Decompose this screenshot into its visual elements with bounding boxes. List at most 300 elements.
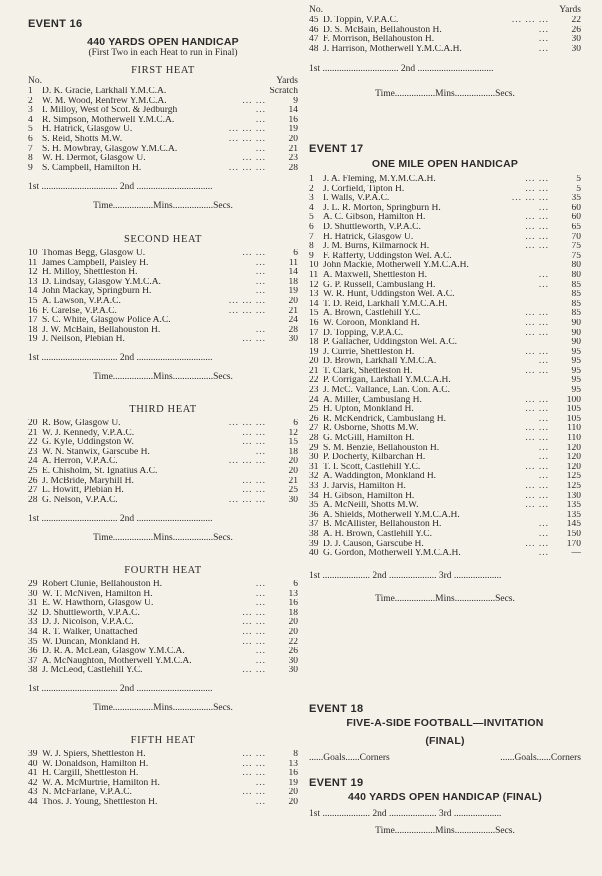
entrant-row [309, 511, 581, 521]
entrant-number: 32 [28, 608, 38, 618]
leader-dots: ... ... ... [511, 194, 549, 204]
leader-dots: ... [255, 447, 266, 457]
team-a-goals: ......Goals......Corners [309, 753, 390, 763]
entrant-row [28, 307, 298, 317]
entrant-number: 3 [309, 194, 314, 204]
entrant-yards: 19 [288, 778, 298, 788]
result-line: 1st ................................ 2nd ................................ [28, 182, 213, 193]
entrant-number: 38 [309, 529, 319, 539]
entrant-name: J. W. McBain, Bellahouston H. [42, 325, 161, 335]
entrant-number: 13 [28, 277, 38, 287]
leader-dots: ... ... [242, 788, 266, 798]
leader-dots: ... ... ... [228, 495, 266, 505]
entrant-name: H. Hatrick, Glasgow U. [323, 232, 414, 242]
entrant-name: Robert Clunie, Bellahouston H. [42, 580, 163, 589]
entrant-row [28, 750, 298, 760]
entrant-name: R. T. Walker, Unattached [42, 627, 138, 637]
heat-title: THIRD HEAT [129, 404, 197, 415]
entrant-row [309, 463, 581, 473]
entrant-row [309, 213, 581, 223]
entrant-row [309, 45, 581, 55]
entrant-number: 48 [309, 44, 319, 54]
entrant-row [28, 287, 298, 297]
entrant-number: 40 [28, 759, 38, 769]
leader-dots: ... ... ... [228, 134, 266, 144]
leader-dots: ... ... [242, 249, 266, 258]
leader-dots: ... ... [525, 501, 549, 511]
entrant-number: 6 [28, 134, 33, 144]
entrant-name: S. Reid, Shotts M.W. [42, 134, 123, 144]
leader-dots: ... ... ... [228, 296, 266, 306]
leader-dots: ... ... [525, 395, 549, 405]
leader-dots: ... ... [242, 769, 266, 779]
entrant-number: 1 [28, 87, 33, 96]
entrant-name: W. T. McNiven, Hamilton H. [42, 589, 153, 599]
entrant-row [309, 357, 581, 367]
entrant-number: 25 [309, 405, 319, 415]
entrant-name: J. Jarvis, Hamilton H. [323, 482, 406, 491]
entrant-number: 41 [28, 769, 38, 779]
entrant-row [309, 472, 581, 482]
entrant-name: J. Corfield, Tipton H. [323, 184, 405, 194]
entrant-number: 14 [309, 299, 319, 309]
leader-dots: ... ... [242, 154, 266, 164]
entrant-number: 31 [309, 462, 319, 472]
entrant-list [28, 249, 298, 345]
leader-dots: ... [538, 443, 549, 453]
team-b-goals: ......Goals......Corners [500, 753, 581, 763]
entrant-row [309, 290, 581, 300]
entrant-yards: 30 [571, 44, 581, 54]
entrant-number: 36 [309, 510, 319, 520]
entrant-number: 17 [28, 316, 38, 326]
entrant-yards: 28 [288, 163, 298, 173]
entrant-name: A. Herron, V.P.A.C. [42, 457, 118, 467]
entrant-name: G. McGill, Hamilton H. [323, 434, 415, 444]
entrant-name: H. Milloy, Shettleston H. [42, 268, 138, 278]
entrant-yards: 28 [288, 325, 298, 335]
entrant-name: S. H. Mowbray, Glasgow Y.M.C.A. [42, 144, 178, 154]
leader-dots: ... [255, 778, 266, 788]
entrant-row [28, 419, 298, 429]
entrant-yards: 16 [288, 115, 298, 125]
entrant-row [28, 590, 298, 600]
leader-dots: ... ... ... [228, 419, 266, 428]
entrant-number: 21 [309, 366, 319, 376]
entrant-name: H. Upton, Monkland H. [323, 405, 414, 415]
entrant-row [28, 438, 298, 448]
entrant-number: 23 [309, 386, 319, 396]
entrant-yards: 80 [571, 261, 581, 271]
leader-dots: ... ... [525, 539, 549, 549]
entrant-row [28, 638, 298, 648]
entrant-number: 28 [28, 495, 38, 505]
entrant-number: 26 [309, 414, 319, 424]
entrant-row [309, 482, 581, 492]
entrant-row [309, 16, 581, 26]
leader-dots: ... ... [525, 328, 549, 338]
entrant-number: 32 [309, 472, 319, 482]
entrant-name: D. J. Causon, Garscube H. [323, 539, 424, 549]
entrant-yards: 22 [571, 16, 581, 25]
entrant-name: A. Waddington, Monkland H. [323, 472, 437, 482]
entrant-yards: 21 [288, 306, 298, 316]
entrant-number: 9 [309, 251, 314, 261]
time-line: Time.................Mins.................Secs. [93, 201, 233, 212]
entrant-name: H. Cargill, Shettleston H. [42, 769, 139, 779]
entrant-name: L. Howitt, Plebian H. [42, 486, 124, 496]
event-16-heading: 440 YARDS OPEN HANDICAP [87, 36, 239, 48]
entrant-name: D. Shuttleworth, V.P.A.C. [42, 608, 140, 618]
result-line: 1st ................................ 2nd ................................ [309, 64, 494, 75]
entrant-yards: 18 [288, 608, 298, 618]
entrant-row [28, 798, 298, 808]
entrant-row [309, 204, 581, 214]
col-no-label: No. [309, 5, 323, 15]
entrant-name: W. J. Kennedy, V.P.A.C. [42, 428, 135, 438]
entrant-yards: 14 [288, 268, 298, 278]
entrant-yards: 13 [288, 589, 298, 599]
entrant-name: J. Harrison, Motherwell Y.M.C.A.H. [323, 44, 462, 54]
entrant-row [309, 185, 581, 195]
entrant-row [309, 338, 581, 348]
entrant-yards: 120 [566, 453, 581, 463]
event-18-heading: FIVE-A-SIDE FOOTBALL—INVITATION [346, 717, 544, 729]
entrant-row [28, 316, 298, 326]
entrant-yards: 60 [571, 203, 581, 213]
leader-dots: ... ... [242, 96, 266, 106]
entrant-number: 46 [309, 25, 319, 35]
leader-dots: ... ... [525, 213, 549, 223]
result-line: 1st ................................ 2nd ................................ [28, 683, 213, 694]
entrant-yards: 19 [288, 287, 298, 297]
entrant-name: A. H. Brown, Castlehill Y.C. [323, 529, 432, 539]
entrant-yards: 135 [566, 501, 581, 511]
entrant-yards: 5 [576, 175, 581, 184]
result-line: 1st ................................ 2nd ................................ [28, 352, 213, 363]
leader-dots: ... ... [242, 627, 266, 637]
entrant-row [28, 116, 298, 126]
entrant-number: 5 [28, 125, 33, 135]
entrant-yards: 20 [288, 296, 298, 306]
entrant-row [28, 618, 298, 628]
leader-dots: ... ... [525, 242, 549, 252]
entrant-row [28, 106, 298, 116]
leader-dots: ... [538, 357, 549, 367]
entrant-row [28, 486, 298, 496]
entrant-yards: 22 [288, 637, 298, 647]
entrant-name: T. I. Scott, Castlehill Y.C. [323, 462, 421, 472]
entrant-yards: 85 [571, 299, 581, 309]
entrant-number: 6 [309, 222, 314, 232]
leader-dots: ... [538, 529, 549, 539]
entrant-yards: 23 [288, 154, 298, 164]
entrant-row [28, 628, 298, 638]
entrant-yards: 20 [288, 457, 298, 467]
leader-dots: ... ... [242, 637, 266, 647]
entrant-yards: 5 [576, 184, 581, 194]
entrant-row [309, 386, 581, 396]
leader-dots: ... ... [242, 335, 266, 345]
entrant-number: 2 [28, 96, 33, 106]
event-17-heading: ONE MILE OPEN HANDICAP [371, 158, 519, 170]
entrant-name: A. Maxwell, Shettleston H. [323, 270, 427, 280]
entrant-list [28, 750, 298, 808]
entrant-number: 13 [309, 290, 319, 300]
entrant-name: A. McNaughton, Motherwell Y.M.C.A. [42, 656, 192, 666]
event-16-header [28, 18, 298, 30]
leader-dots: ... [538, 520, 549, 530]
entrant-number: 16 [28, 306, 38, 316]
entrant-name: B. McAllister, Bellahouston H. [323, 520, 442, 530]
entrant-name: S. M. Benzie, Bellahouston H. [323, 443, 440, 453]
leader-dots: ... ... [525, 434, 549, 444]
entrant-number: 39 [28, 750, 38, 759]
entrant-row [28, 609, 298, 619]
entrant-row [309, 281, 581, 291]
leader-dots: ... ... [242, 666, 266, 676]
entrant-name: J. A. Fleming, M.Y.M.C.A.H. [323, 175, 436, 184]
entrant-number: 33 [309, 482, 319, 491]
entrant-number: 31 [28, 599, 38, 609]
entrant-row [28, 326, 298, 336]
entrant-row [28, 657, 298, 667]
first-heat [28, 65, 298, 212]
entrant-row [309, 233, 581, 243]
entrant-number: 18 [309, 338, 319, 348]
leader-dots: ... [538, 549, 549, 559]
leader-dots: ... ... [525, 405, 549, 415]
entrant-name: E. Chisholm, St. Ignatius A.C. [42, 466, 158, 476]
entrant-number: 30 [309, 453, 319, 463]
leader-dots: ... [538, 44, 549, 54]
entrant-yards: 60 [571, 213, 581, 223]
entrant-number: 19 [28, 335, 38, 345]
event-18-title: EVENT 18 [309, 703, 364, 715]
entrant-yards: 15 [288, 438, 298, 448]
entrant-name: P. Corrigan, Larkhall Y.M.C.A.H. [323, 376, 451, 386]
col-yards-label: Yards [559, 5, 581, 15]
entrant-yards: 70 [571, 232, 581, 242]
leader-dots: ... ... [525, 482, 549, 491]
entrant-row [28, 135, 298, 145]
entrant-number: 7 [28, 144, 33, 154]
leader-dots: ... [255, 258, 266, 268]
entrant-yards: 85 [571, 290, 581, 300]
entrant-name: W. R. Hunt, Uddingston Wel. A.C. [323, 290, 455, 300]
entrant-number: 1 [309, 175, 314, 184]
leader-dots: ... ... [242, 618, 266, 628]
leader-dots: ... [255, 325, 266, 335]
entrant-name: W. A. McMurtrie, Hamilton H. [42, 778, 160, 788]
entrant-name: I. Walls, V.P.A.C. [323, 194, 390, 204]
entrant-number: 27 [28, 486, 38, 496]
leader-dots: ... [538, 280, 549, 290]
entrant-name: J. McLeod, Castlehill Y.C. [42, 666, 143, 676]
entrant-name: D. R. A. McLean, Glasgow Y.M.C.A. [42, 647, 185, 657]
leader-dots: ... [255, 268, 266, 278]
entrant-yards: 105 [566, 414, 581, 424]
entrant-number: 37 [28, 656, 38, 666]
entrant-number: 38 [28, 666, 38, 676]
entrant-name: W. M. Wood, Renfrew Y.M.C.A. [42, 96, 167, 106]
entrant-name: W. J. Spiers, Shettleston H. [42, 750, 146, 759]
entrant-row [28, 477, 298, 487]
entrant-number: 3 [28, 106, 33, 116]
entrant-number: 8 [28, 154, 33, 164]
entrant-number: 16 [309, 318, 319, 328]
entrant-name: D. Shuttleworth, V.P.A.C. [323, 222, 421, 232]
time-line: Time.................Mins.................Secs. [93, 371, 233, 382]
entrant-name: A. Brown, Castlehill Y.C. [323, 309, 421, 319]
entrant-name: H. Gibson, Hamilton H. [323, 491, 415, 501]
leader-dots: ... ... [242, 438, 266, 448]
entrant-yards: 105 [566, 405, 581, 415]
entrant-number: 9 [28, 163, 33, 173]
fourth-heat [28, 565, 298, 714]
leader-dots: ... [255, 656, 266, 666]
entrant-yards: 30 [288, 335, 298, 345]
entrant-row [309, 175, 581, 185]
leader-dots: ... ... ... [228, 125, 266, 135]
leader-dots: ... [255, 589, 266, 599]
entrant-number: 22 [28, 438, 38, 448]
entrant-yards: 20 [288, 466, 298, 476]
entrant-yards: 85 [571, 280, 581, 290]
entrant-yards: 85 [571, 309, 581, 319]
entrant-yards: 100 [566, 395, 581, 405]
entrant-name: R. Simpson, Motherwell Y.M.C.A. [42, 115, 175, 125]
entrant-yards: 21 [288, 476, 298, 486]
entrant-name: F. Morrison, Bellahouston H. [323, 35, 435, 45]
entrant-yards: 120 [566, 462, 581, 472]
entrant-number: 4 [28, 115, 33, 125]
leader-dots: ... ... ... [228, 306, 266, 316]
time-line: Time.................Mins.................Secs. [375, 826, 515, 836]
entrant-number: 5 [309, 213, 314, 223]
entrant-name: John Mackie, Motherwell Y.M.C.A.H. [323, 261, 469, 271]
heat-title: FIFTH HEAT [130, 735, 196, 746]
entrant-name: G. Gordon, Motherwell Y.M.C.A.H. [323, 549, 461, 559]
entrant-list [309, 16, 581, 54]
entrant-name: T. D. Reid, Larkhall Y.M.C.A.H. [323, 299, 448, 309]
entrant-row [309, 415, 581, 425]
entrant-number: 40 [309, 549, 319, 559]
entrant-row [28, 580, 298, 590]
entrant-list [309, 175, 581, 559]
result-line: 1st .................... 2nd .................... 3rd .................... [309, 809, 502, 819]
entrant-number: 29 [28, 580, 38, 589]
entrant-number: 42 [28, 778, 38, 788]
entrant-name: G. Nelson, V.P.A.C. [42, 495, 118, 505]
leader-dots: ... ... [242, 750, 266, 759]
entrant-number: 21 [28, 428, 38, 438]
entrant-row [309, 501, 581, 511]
leader-dots: ... [255, 647, 266, 657]
entrant-yards: 125 [566, 482, 581, 491]
entrant-number: 15 [28, 296, 38, 306]
entrant-row [28, 457, 298, 467]
entrant-number: 36 [28, 647, 38, 657]
entrant-number: 11 [28, 258, 38, 268]
leader-dots: ... ... [525, 309, 549, 319]
entrant-yards: 19 [288, 125, 298, 135]
entrant-yards: 110 [567, 424, 581, 434]
entrant-number: 22 [309, 376, 319, 386]
leader-dots: ... ... [525, 347, 549, 357]
leader-dots: ... [255, 580, 266, 589]
entrant-row [309, 530, 581, 540]
entrant-yards: 130 [566, 491, 581, 501]
entrant-row [309, 26, 581, 36]
entrant-number: 47 [309, 35, 319, 45]
entrant-yards: 125 [566, 472, 581, 482]
entrant-name: D. Topping, V.P.A.C. [323, 328, 404, 338]
entrant-name: Thos. J. Young, Shettleston H. [42, 797, 158, 807]
entrant-row [309, 348, 581, 358]
entrant-number: 28 [309, 434, 319, 444]
leader-dots: ... ... [525, 184, 549, 194]
third-heat [28, 404, 298, 544]
entrant-row [28, 769, 298, 779]
entrant-name: G. Kyle, Uddingston W. [42, 438, 134, 448]
leader-dots: ... [255, 106, 266, 116]
entrant-name: W. Donaldson, Hamilton H. [42, 759, 149, 769]
entrant-yards: 8 [293, 750, 298, 759]
entrant-yards: 25 [288, 486, 298, 496]
entrant-yards: 9 [293, 96, 298, 106]
entrant-number: 24 [28, 457, 38, 467]
entrant-name: D. K. Gracie, Larkhall Y.M.C.A. [42, 87, 167, 96]
event-19-heading: 440 YARDS OPEN HANDICAP (FINAL) [348, 791, 542, 803]
leader-dots: ... [255, 144, 266, 154]
entrant-yards: 20 [288, 788, 298, 798]
entrant-name: S. C. White, Glasgow Police A.C. [42, 316, 171, 326]
entrant-row [309, 242, 581, 252]
entrant-row [309, 492, 581, 502]
entrant-row [309, 444, 581, 454]
heat-title: SECOND HEAT [123, 234, 203, 245]
entrant-row [28, 599, 298, 609]
entrant-yards: 20 [288, 134, 298, 144]
entrant-number: 12 [28, 268, 38, 278]
entrant-name: R. Bow, Glasgow U. [42, 419, 121, 428]
entrant-name: T. Clark, Shettleston H. [323, 366, 413, 376]
event-19 [309, 777, 581, 837]
entrant-row [28, 788, 298, 798]
entrant-yards: 21 [288, 144, 298, 154]
entrant-name: F. Carelse, V.P.A.C. [42, 306, 117, 316]
leader-dots: ... [538, 414, 549, 424]
entrant-name: R. Osborne, Shotts M.W. [323, 424, 419, 434]
entrant-name: W. Coroon, Monkland H. [323, 318, 420, 328]
entrant-row [28, 496, 298, 506]
entrant-number: 20 [309, 357, 319, 367]
second-heat [28, 234, 298, 383]
entrant-number: 10 [28, 249, 38, 258]
col-no-label: No. [28, 76, 42, 86]
entrant-yards: 80 [571, 270, 581, 280]
entrant-row [28, 87, 298, 97]
leader-dots: ... ... [525, 232, 549, 242]
entrant-yards: 95 [571, 357, 581, 367]
entrant-name: J. L. R. Morton, Springburn H. [323, 203, 441, 213]
entrant-number: 34 [309, 491, 319, 501]
entrant-name: H. Hatrick, Glasgow U. [42, 125, 133, 135]
heat-title: FOURTH HEAT [124, 565, 202, 576]
entrant-yards: 95 [571, 386, 581, 396]
entrant-row [28, 145, 298, 155]
